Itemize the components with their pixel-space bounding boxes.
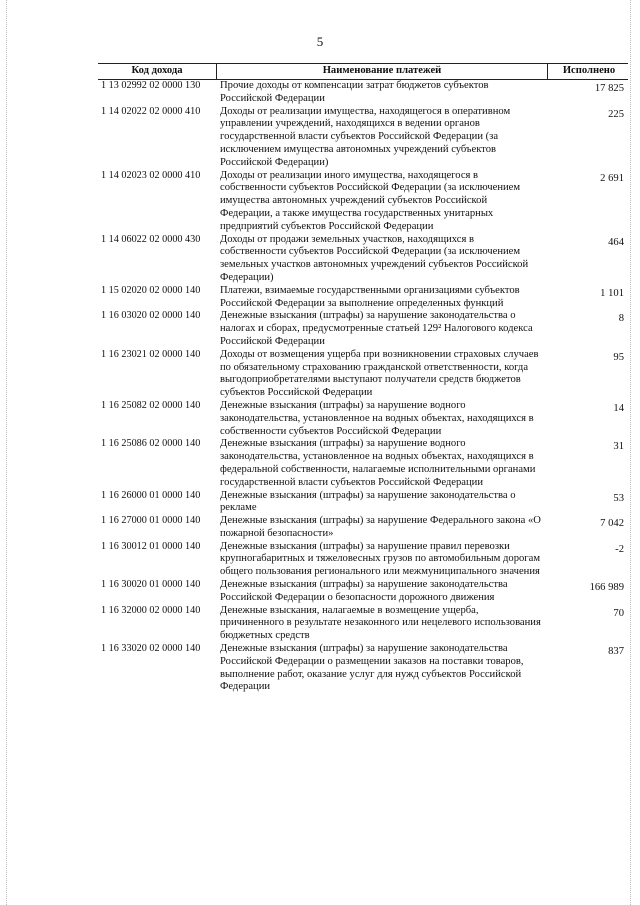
table-row [98,349,628,400]
header-code: Код дохода [98,64,217,79]
row-code: 1 14 02022 02 0000 410 [101,105,201,117]
row-code: 1 14 06022 02 0000 430 [101,233,201,245]
row-name: Денежные взыскания (штрафы) за нарушение правил перевозки крупногабаритных и тяжеловесных грузов по автомобильным дорогам общего пользования регионального или межмуниципального значения [220,540,541,578]
row-code: 1 16 30020 01 0000 140 [101,579,201,591]
row-name: Прочие доходы от компенсации затрат бюджетов субъектов Российской Федерации [220,80,489,104]
row-name: Доходы от возмещения ущерба при возникновении страховых случаев по обязательному страхованию гражданской ответственности, когда выгодоприобретателями выступают получатели средств бюджетов субъектов Российской Федерации [220,348,539,399]
row-code: 1 16 30012 01 0000 140 [101,540,201,552]
row-code: 1 16 26000 01 0000 140 [101,489,201,501]
left-margin-line [6,0,7,905]
row-name: Денежные взыскания (штрафы) за нарушение Федерального закона «О пожарной безопасности» [220,515,541,539]
row-amount: 53 [613,492,624,504]
table-header [98,63,628,80]
row-name: Доходы от реализации имущества, находящегося в оперативном управлении учреждений, находящихся в ведении органов государственной власти субъектов Российской Федерации (за исключением имущества автономных учреждений субъектов Российской Федерации) [220,105,511,168]
row-name: Денежные взыскания (штрафы) за нарушение законодательства Российской Федерации о размещении заказов на поставки товаров, выполнение работ, оказание услуг для нужд субъектов Российской Федерации [220,643,524,693]
table-row [98,605,628,643]
row-code: 1 16 33020 02 0000 140 [101,643,201,655]
row-code: 1 16 27000 01 0000 140 [101,515,201,527]
table-row [98,438,628,489]
table-row [98,579,628,605]
row-name: Доходы от продажи земельных участков, находящихся в собственности субъектов Российской Федерации (за исключением земельных участков автономных учреждений субъектов Российской Федерации) [220,233,529,283]
revenue-table [98,63,628,694]
table-row [98,285,628,311]
row-name: Доходы от реализации иного имущества, находящегося в собственности субъектов Российской Федерации (за исключением имущества автономных учреждений субъектов Российской Федерации, а также имущества государственных унитарных предприятий субъектов Российской Федерации [220,169,521,232]
table-row [98,170,628,234]
right-margin-line [630,0,631,905]
row-amount: 7 042 [600,518,624,530]
row-amount: 70 [613,607,624,619]
row-name: Платежи, взимаемые государственными организациями субъектов Российской Федерации за выполнение определенных функций [220,284,520,309]
table-row [98,643,628,694]
table-row [98,541,628,579]
row-code: 1 13 02992 02 0000 130 [101,80,201,91]
row-amount: 166 989 [589,582,624,594]
row-code: 1 16 25082 02 0000 140 [101,399,201,411]
table-row [98,80,628,106]
row-amount: 95 [613,351,624,363]
table-row [98,106,628,170]
row-amount: 14 [613,402,624,414]
header-amount: Исполнено [562,65,616,77]
row-amount: -2 [615,543,624,555]
table-row [98,400,628,438]
row-amount: 31 [613,441,624,453]
row-amount: 464 [608,236,624,248]
row-name: Денежные взыскания (штрафы) за нарушение законодательства о налогах и сборах, предусмотренные статьей 129² Налогового кодекса Российской Федерации [220,310,533,347]
row-code: 1 16 23021 02 0000 140 [101,348,201,360]
row-code: 1 14 02023 02 0000 410 [101,169,201,181]
row-code: 1 15 02020 02 0000 140 [101,284,201,296]
table-row [98,490,628,516]
row-amount: 17 825 [594,83,624,94]
row-amount: 2 691 [600,172,624,184]
row-code: 1 16 32000 02 0000 140 [101,604,201,616]
table-body [98,80,628,694]
row-amount: 1 101 [600,287,624,299]
row-name: Денежные взыскания (штрафы) за нарушение законодательства Российской Федерации о безопасности дорожного движения [220,579,508,603]
table-row [98,234,628,285]
row-name: Денежные взыскания, налагаемые в возмещение ущерба, причиненного в результате незаконного или нецелевого использования бюджетных средств [220,604,541,642]
row-code: 1 16 03020 02 0000 140 [101,310,201,322]
row-name: Денежные взыскания (штрафы) за нарушение водного законодательства, установленное на водных объектах, находящихся в собственности субъектов Российской Федерации [220,399,534,437]
header-name: Наименование платежей [217,64,548,79]
row-name: Денежные взыскания (штрафы) за нарушение законодательства о рекламе [220,489,516,514]
table-row [98,310,628,348]
row-amount: 225 [608,108,624,120]
page-number: 5 [316,34,324,49]
row-code: 1 16 25086 02 0000 140 [101,438,201,450]
table-row [98,515,628,541]
row-name: Денежные взыскания (штрафы) за нарушение водного законодательства, установленное на водных объектах, находящихся в федеральной собственности, налагаемые исполнительными органами государственной власти субъектов Российской Федерации [220,438,536,488]
row-amount: 837 [608,646,624,658]
row-amount: 8 [618,313,624,325]
